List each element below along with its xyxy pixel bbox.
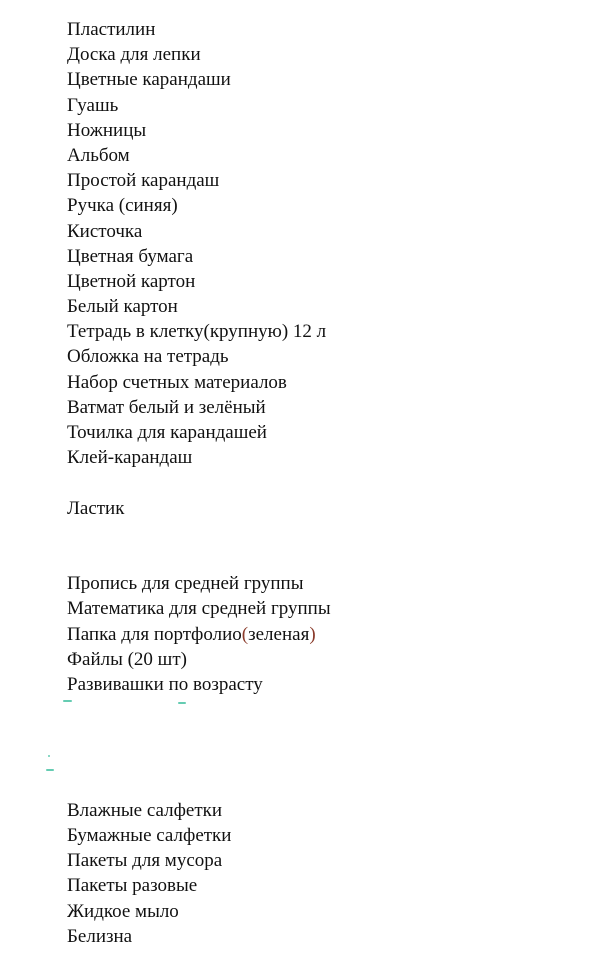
list-item: Пакеты разовые [67, 875, 198, 897]
list-item: Клей-карандаш [67, 447, 193, 469]
stray-mark [178, 702, 186, 704]
list-item: Тетрадь в клетку(крупную) 12 л [67, 321, 327, 343]
folder-label: Папка для портфолио [67, 623, 242, 645]
stray-mark [46, 769, 54, 771]
supply-list-document [67, 17, 587, 949]
list-item: Пакеты для мусора [67, 850, 223, 872]
list-item-folder [67, 622, 587, 647]
list-item: Обложка на тетрадь [67, 346, 229, 368]
list-item: Ватмат белый и зелёный [67, 396, 266, 418]
list-item: Белый картон [67, 296, 178, 318]
list-item: Пластилин [67, 19, 156, 40]
eraser-item: Ластик [67, 497, 125, 519]
list-item: Доска для лепки [67, 44, 201, 66]
list-item: Простой карандаш [67, 170, 220, 192]
list-item: Набор счетных материалов [67, 371, 287, 393]
list-item: Бумажные салфетки [67, 825, 232, 847]
workbooks-list [67, 571, 587, 697]
close-paren: ) [309, 623, 316, 645]
open-paren: ( [241, 623, 249, 645]
list-item: Жидкое мыло [67, 900, 179, 922]
list-item: Математика для средней группы [67, 598, 331, 620]
stray-dot [48, 755, 50, 757]
list-item: Точилка для карандашей [67, 422, 267, 443]
list-item: Альбом [67, 144, 130, 166]
list-item: Развивашки по возрасту [67, 673, 263, 695]
blank-lines [67, 521, 587, 571]
list-item: Цветная бумага [67, 245, 194, 267]
blank-line [67, 470, 587, 495]
list-item: Пропись для средней группы [67, 573, 304, 595]
list-item: Белизна [67, 925, 133, 947]
stray-mark [63, 700, 72, 702]
list-item: Ножницы [67, 119, 147, 141]
hygiene-list [67, 798, 587, 949]
list-item: Цветные карандаши [67, 69, 231, 91]
list-item: Влажные салфетки [67, 799, 223, 821]
folder-color: зеленая [248, 623, 310, 645]
supplies-list [67, 17, 587, 470]
blank-area-with-stray-marks [67, 697, 587, 798]
list-item: Цветной картон [67, 270, 196, 292]
list-item: Гуашь [67, 94, 119, 116]
list-item: Ручка (синяя) [67, 195, 178, 217]
list-item: Кисточка [67, 220, 143, 242]
list-item: Файлы (20 шт) [67, 648, 187, 670]
